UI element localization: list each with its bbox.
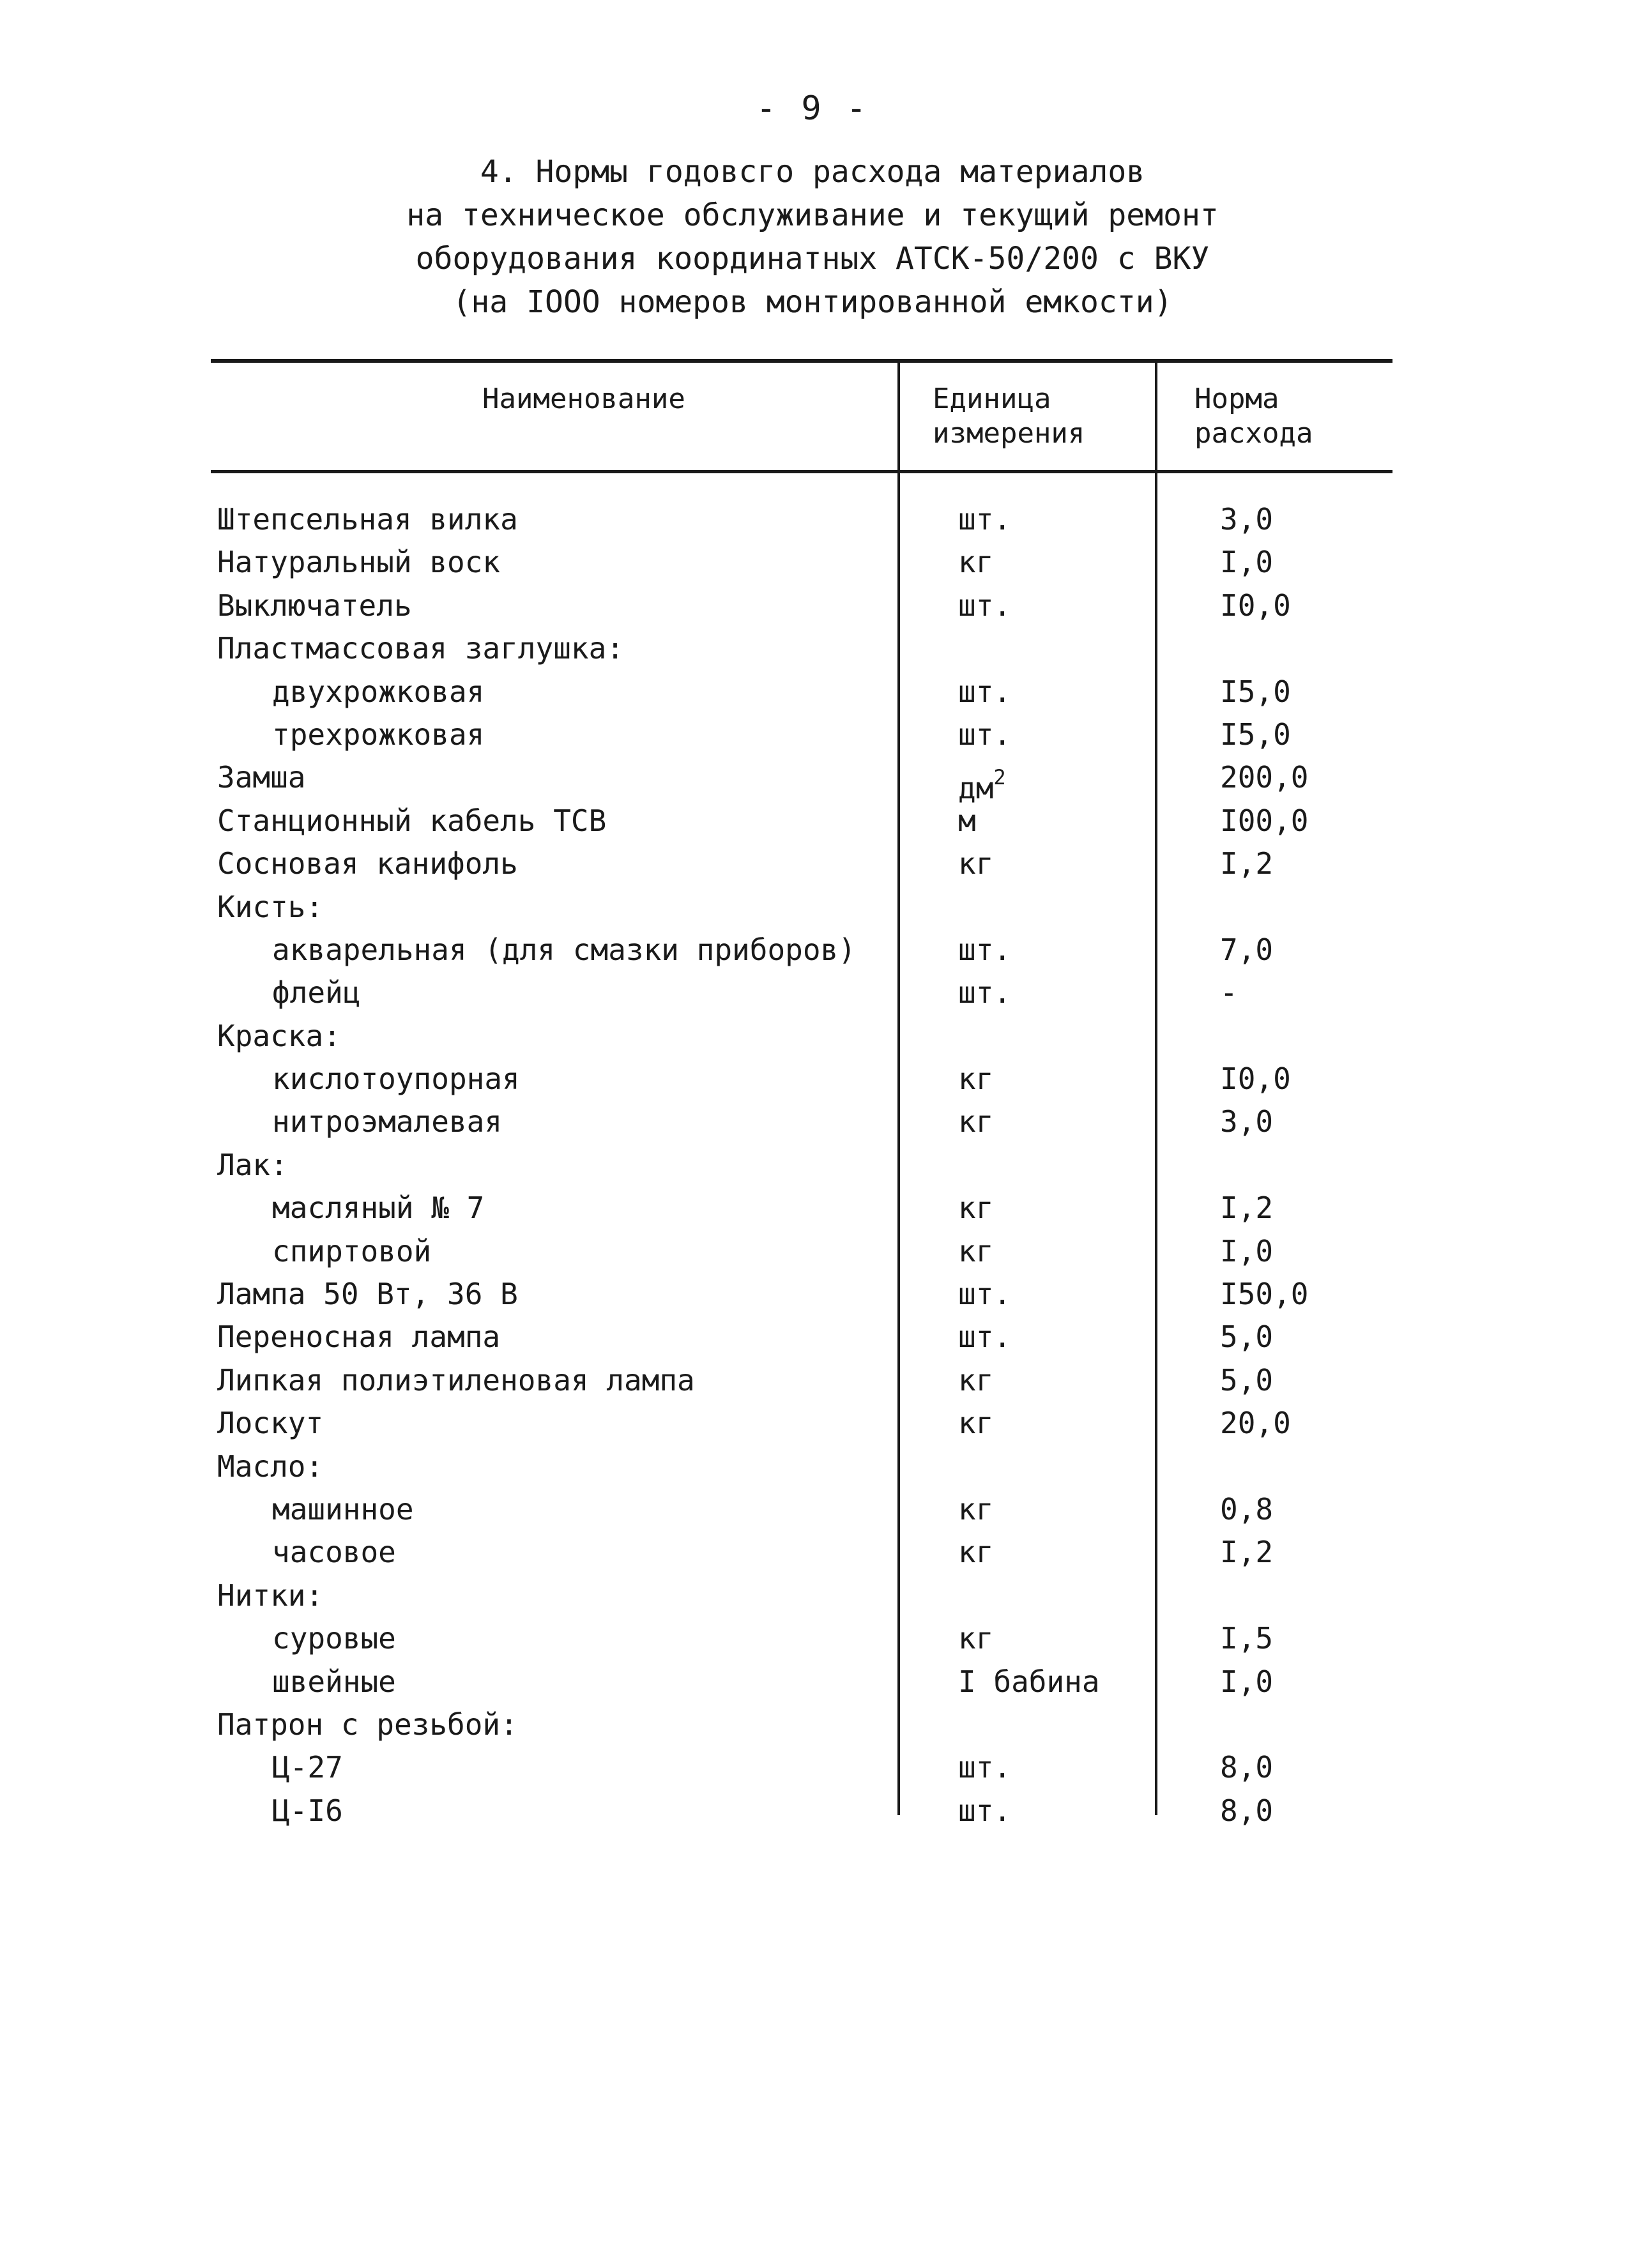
header-unit-line2: измерения — [933, 417, 1085, 450]
material-name: Ц-27 — [272, 1750, 343, 1785]
material-name: суровые — [272, 1621, 396, 1656]
unit-cell — [958, 1187, 993, 1229]
norm-value: I5,0 — [1220, 674, 1291, 709]
material-name: Выключатель — [217, 588, 412, 623]
norm-value: 7,0 — [1220, 932, 1274, 967]
unit-cell — [958, 1058, 993, 1100]
unit-cell — [958, 1359, 993, 1402]
material-name: Кисть: — [217, 889, 324, 924]
header-unit — [933, 382, 1085, 451]
material-name: акварельная (для смазки приборов) — [272, 932, 856, 967]
norm-value: I0,0 — [1220, 1062, 1291, 1097]
material-name: Замша — [217, 760, 306, 795]
unit-cell — [958, 541, 993, 584]
material-name: спиртовой — [272, 1233, 432, 1268]
material-name: часовое — [272, 1535, 396, 1570]
unit-cell — [958, 1100, 993, 1143]
norm-value: 20,0 — [1220, 1406, 1291, 1441]
unit-value: кг — [958, 1491, 994, 1526]
unit-cell — [958, 498, 1011, 541]
unit-value: шт. — [958, 1793, 1012, 1828]
norm-value: - — [1220, 975, 1238, 1010]
table-row — [211, 1058, 1392, 1100]
table-row — [211, 971, 1392, 1014]
unit-value: кг — [958, 1233, 994, 1268]
norm-value: I,0 — [1220, 1233, 1274, 1268]
table-row — [211, 671, 1392, 713]
norm-value: I50,0 — [1220, 1277, 1309, 1312]
material-name: Пластмассовая заглушка: — [217, 631, 624, 666]
header-unit-line1: Единица — [933, 383, 1051, 415]
table-row — [211, 842, 1392, 885]
material-name: двухрожковая — [272, 674, 485, 709]
norm-value: 3,0 — [1220, 502, 1274, 537]
table-row — [211, 498, 1392, 541]
norm-value: I5,0 — [1220, 717, 1291, 752]
norm-value: I,2 — [1220, 846, 1274, 881]
unit-cell — [958, 929, 1011, 971]
table-row — [211, 1661, 1392, 1703]
norm-value: 5,0 — [1220, 1320, 1274, 1355]
unit-value: шт. — [958, 1750, 1012, 1785]
table-row — [211, 886, 1392, 929]
material-name: Липкая полиэтиленовая лампа — [217, 1362, 695, 1397]
material-name: масляный № 7 — [272, 1191, 485, 1226]
material-name: Лоскут — [217, 1406, 324, 1441]
material-name: Масло: — [217, 1449, 324, 1484]
unit-value: кг — [958, 1535, 994, 1570]
table-row — [211, 1746, 1392, 1789]
unit-cell — [958, 584, 1011, 627]
table-row — [211, 1187, 1392, 1229]
table-row — [211, 1144, 1392, 1187]
norm-value: I,5 — [1220, 1621, 1274, 1656]
table-row — [211, 1015, 1392, 1058]
norm-value: 3,0 — [1220, 1104, 1274, 1139]
material-name: Переносная лампа — [217, 1320, 501, 1355]
norm-value: 200,0 — [1220, 760, 1309, 795]
table-row — [211, 929, 1392, 971]
norm-value: 8,0 — [1220, 1750, 1274, 1785]
header-norm-line1: Норма — [1194, 383, 1279, 415]
unit-value: кг — [958, 545, 994, 580]
unit-value: шт. — [958, 588, 1012, 623]
material-name: машинное — [272, 1491, 414, 1526]
title-line-2: на техническое обслуживание и текущий ремонт — [406, 197, 1219, 233]
material-name: швейные — [272, 1664, 396, 1699]
table-row — [211, 1488, 1392, 1531]
table-row — [211, 1531, 1392, 1574]
unit-cell — [958, 1488, 993, 1531]
norm-value: 8,0 — [1220, 1793, 1274, 1828]
unit-value: шт. — [958, 975, 1012, 1010]
unit-cell — [958, 1661, 1100, 1703]
unit-cell — [958, 1402, 993, 1445]
unit-value: дм — [958, 771, 994, 806]
header-norm — [1194, 382, 1313, 451]
material-name: Краска: — [217, 1018, 341, 1053]
unit-cell — [958, 800, 976, 842]
unit-value: I бабина — [958, 1664, 1100, 1699]
unit-value: шт. — [958, 932, 1012, 967]
unit-value: кг — [958, 1191, 994, 1226]
table-row — [211, 584, 1392, 627]
unit-cell — [958, 671, 1011, 713]
title-line-1: 4. Нормы годовсго расхода материалов — [480, 154, 1145, 190]
unit-value: кг — [958, 1062, 994, 1097]
unit-cell — [958, 842, 993, 885]
table-row — [211, 1790, 1392, 1832]
unit-cell — [958, 1790, 1011, 1832]
norm-value: I,0 — [1220, 1664, 1274, 1699]
unit-value: кг — [958, 1621, 994, 1656]
norm-value: 0,8 — [1220, 1491, 1274, 1526]
table-row — [211, 1273, 1392, 1316]
table-title — [0, 150, 1625, 324]
title-line-4: (на IOOO номеров монтированной емкости) — [452, 284, 1173, 320]
unit-value: шт. — [958, 1320, 1012, 1355]
unit-cell — [958, 713, 1011, 756]
table-row — [211, 800, 1392, 842]
unit-cell — [958, 1273, 1011, 1316]
unit-cell — [958, 1316, 1011, 1359]
norm-value: I,2 — [1220, 1535, 1274, 1570]
unit-value: м — [958, 803, 976, 838]
unit-value: кг — [958, 1362, 994, 1397]
material-name: Лак: — [217, 1147, 288, 1182]
material-name: Станционный кабель ТСВ — [217, 803, 607, 838]
material-name: Лампа 50 Вт, 36 В — [217, 1277, 518, 1312]
material-name: Натуральный воск — [217, 545, 501, 580]
table-row — [211, 1316, 1392, 1359]
table-row — [211, 541, 1392, 584]
unit-cell — [958, 1531, 993, 1574]
unit-superscript: 2 — [993, 765, 1006, 790]
unit-value: шт. — [958, 1277, 1012, 1312]
unit-cell — [958, 971, 1011, 1014]
table-row — [211, 713, 1392, 756]
unit-cell — [958, 1617, 993, 1660]
unit-cell — [958, 1230, 993, 1273]
unit-value: кг — [958, 1406, 994, 1441]
material-name: Сосновая канифоль — [217, 846, 518, 881]
material-name: кислотоупорная — [272, 1062, 520, 1097]
material-name: флейц — [272, 975, 361, 1010]
table-row — [211, 1617, 1392, 1660]
header-name: Наименование — [482, 383, 685, 415]
title-line-3: оборудования координатных АТСК-50/200 с ВКУ — [415, 241, 1210, 277]
table-row — [211, 627, 1392, 670]
table-top-rule — [211, 359, 1392, 363]
table-row — [211, 1445, 1392, 1488]
table-row — [211, 1574, 1392, 1617]
material-name: Нитки: — [217, 1578, 324, 1613]
table-row — [211, 1402, 1392, 1445]
unit-value: кг — [958, 846, 994, 881]
material-name: Ц-I6 — [272, 1793, 343, 1828]
unit-value: шт. — [958, 717, 1012, 752]
unit-value: кг — [958, 1104, 994, 1139]
table-row — [211, 1230, 1392, 1273]
table-body — [211, 498, 1392, 1832]
norm-value: I,2 — [1220, 1191, 1274, 1226]
header-norm-line2: расхода — [1194, 417, 1313, 450]
norm-value: 5,0 — [1220, 1362, 1274, 1397]
unit-value: шт. — [958, 502, 1012, 537]
table-row — [211, 756, 1392, 806]
table-row — [211, 1100, 1392, 1143]
table-row — [211, 1359, 1392, 1402]
page-number: - 9 - — [756, 89, 869, 128]
unit-value: шт. — [958, 674, 1012, 709]
norm-value: I,0 — [1220, 545, 1274, 580]
material-name: трехрожковая — [272, 717, 485, 752]
unit-cell — [958, 1746, 1011, 1789]
header-bottom-rule — [211, 470, 1392, 473]
material-name: Патрон с резьбой: — [217, 1707, 518, 1742]
norm-value: I0,0 — [1220, 588, 1291, 623]
material-name: нитроэмалевая — [272, 1104, 503, 1139]
material-name: Штепсельная вилка — [217, 502, 518, 537]
table-row — [211, 1703, 1392, 1746]
norm-value: I00,0 — [1220, 803, 1309, 838]
